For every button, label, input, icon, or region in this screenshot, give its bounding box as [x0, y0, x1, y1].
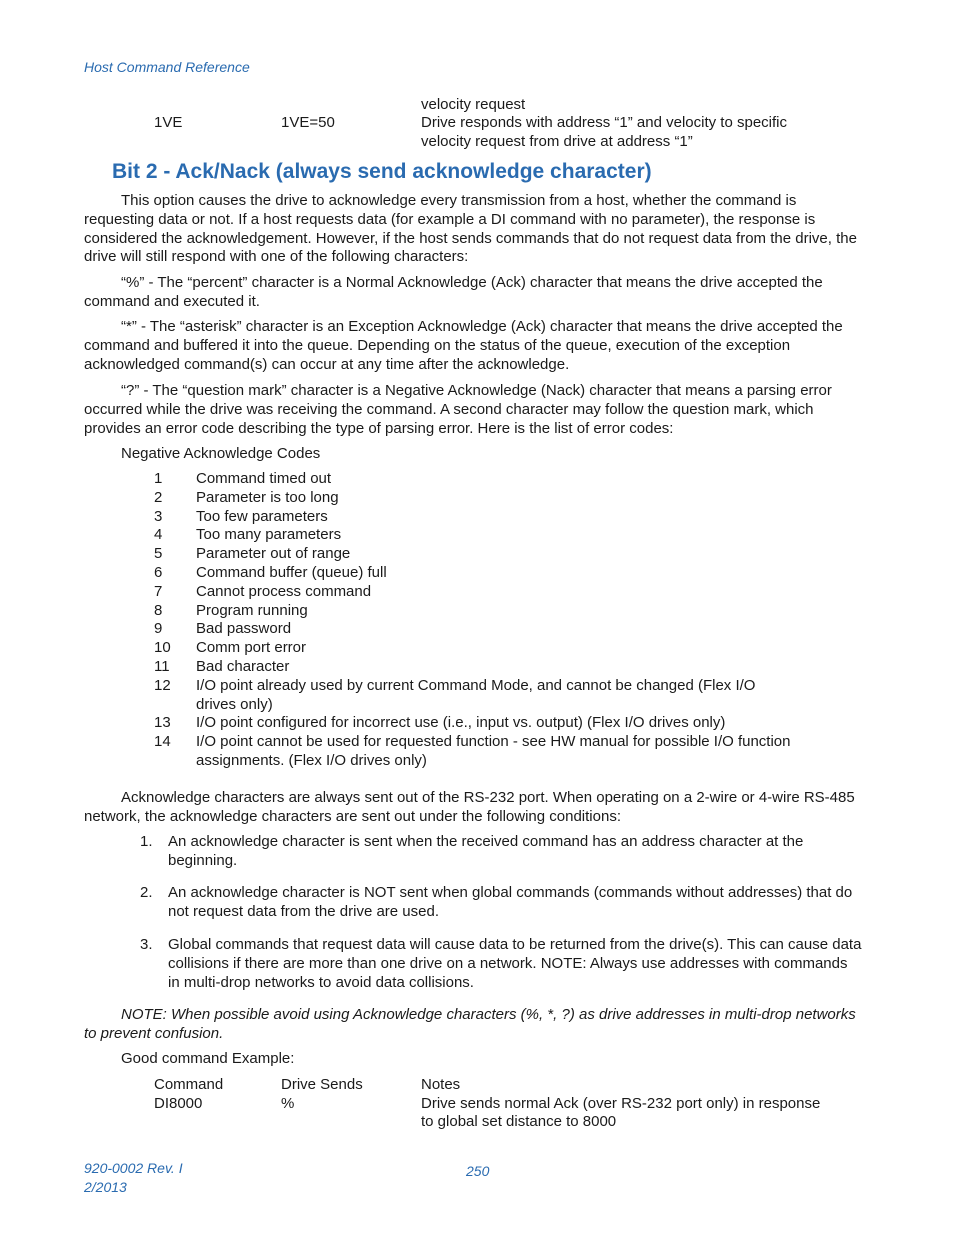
ack-rs232-paragraph: Acknowledge characters are always sent out of the RS-232 port. When operating on a 2-wire or 4-wire RS-485 network, the acknowledge characters are sent out under the following conditions:	[84, 789, 855, 825]
table-cell-drive-sends: 1VE=50	[281, 114, 335, 131]
nack-code-description: Cannot process command	[196, 582, 372, 600]
condition-text: Global commands that request data will cause data to be returned from the drive(s). This can cause data collisions if there are more than one drive on a network. NOTE: Always use addresses with commands in multi-drop networks to avoid data collisions.	[168, 936, 862, 991]
nack-code-description: Bad character	[196, 658, 290, 675]
footer-doc-number: 920-0002 Rev. I	[84, 1160, 183, 1176]
example-cell-notes: Drive sends normal Ack (over RS-232 port only) in response	[421, 1095, 821, 1112]
nack-code-number: 11	[154, 658, 170, 675]
nack-code-description: Too few parameters	[196, 507, 328, 525]
condition-number: 2.	[140, 884, 153, 901]
example-cell-command: DI8000	[154, 1095, 203, 1112]
nack-code-number: 5	[154, 545, 163, 563]
example-header-command: Command	[154, 1076, 224, 1093]
condition-number: 3.	[140, 936, 153, 953]
nack-codes-title: Negative Acknowledge Codes	[121, 445, 321, 462]
example-header-drive-sends: Drive Sends	[281, 1076, 363, 1093]
nack-code-description: Parameter out of range	[196, 545, 351, 563]
nack-code-number: 6	[154, 564, 163, 581]
nack-code-description: Too many parameters	[196, 526, 342, 544]
nack-code-number: 14	[154, 733, 171, 751]
example-header-notes: Notes	[421, 1076, 461, 1093]
nack-code-number: 4	[154, 526, 163, 544]
nack-code-number: 13	[154, 714, 171, 732]
nack-code-description: I/O point configured for incorrect use (i.e., input vs. output) (Flex I/O drives only)	[196, 714, 726, 732]
nack-code-number: 9	[154, 620, 163, 638]
condition-text: An acknowledge character is sent when the received command has an address character at the beginning.	[168, 833, 804, 869]
nack-code-number: 7	[154, 582, 163, 600]
nack-code-number: 12	[154, 676, 171, 694]
nack-code-description: Comm port error	[196, 639, 307, 657]
condition-number: 1.	[140, 833, 153, 850]
table-cell-command: 1VE	[154, 114, 183, 131]
footer-date: 2/2013	[84, 1179, 127, 1195]
running-header: Host Command Reference	[84, 59, 250, 75]
nack-code-number: 3	[154, 507, 163, 525]
nack-code-description: Parameter is too long	[196, 488, 339, 506]
table-cell-notes-cont: velocity request from drive at address “1”	[421, 133, 693, 150]
nack-code-description: Command timed out	[196, 470, 332, 487]
intro-paragraph: This option causes the drive to acknowledge every transmission from a host, whether the command is requesting data or not. If a host requests data (for example a DI command with no parameter), the response is considered the acknowledgement. However, if the host sends commands that do not request data from the drive, the drive will still respond with one of the following characters:	[84, 192, 857, 266]
nack-code-description-cont: assignments. (Flex I/O drives only)	[196, 752, 427, 769]
table-cell-notes: Drive responds with address “1” and velocity to specific	[421, 114, 787, 131]
note-paragraph: NOTE: When possible avoid using Acknowledge characters (%, *, ?) as drive addresses in multi-drop networks to prevent confusion.	[84, 1006, 856, 1042]
table-note-continuation: velocity request	[421, 96, 526, 113]
condition-text: An acknowledge character is NOT sent when global commands (commands without addresses) that do not request data from the drive are used.	[168, 884, 853, 920]
asterisk-paragraph: “*” - The “asterisk” character is an Exception Acknowledge (Ack) character that means the drive accepted the command and buffered it into the queue. Depending on the status of the queue, execution of the exception acknowledged command(s) can occur at any time after the acknowledge.	[84, 318, 843, 373]
example-cell-drive-sends: %	[281, 1095, 295, 1112]
nack-code-description: I/O point cannot be used for requested function - see HW manual for possible I/O function	[196, 733, 791, 751]
nack-code-description: Program running	[196, 601, 308, 619]
nack-code-description-cont: drives only)	[196, 695, 273, 713]
percent-paragraph: “%” - The “percent” character is a Normal Acknowledge (Ack) character that means the drive accepted the command and executed it.	[84, 274, 823, 310]
example-title: Good command Example:	[121, 1050, 295, 1067]
question-paragraph: “?” - The “question mark” character is a Negative Acknowledge (Nack) character that means a parsing error occurred while the drive was receiving the command. A second character may follow the question mark, which provides an error code describing the type of parsing error. Here is the list of error codes:	[84, 382, 832, 437]
nack-code-number: 2	[154, 488, 163, 506]
nack-code-number: 8	[154, 601, 163, 619]
footer-page-number: 250	[466, 1163, 490, 1179]
nack-code-description: Command buffer (queue) full	[196, 564, 387, 581]
nack-code-description: Bad password	[196, 620, 292, 638]
section-heading: Bit 2 - Ack/Nack (always send acknowledge character)	[112, 160, 652, 183]
nack-code-number: 1	[154, 470, 163, 487]
nack-code-number: 10	[154, 639, 171, 657]
example-cell-notes-cont: to global set distance to 8000	[421, 1113, 617, 1130]
nack-code-description: I/O point already used by current Command Mode, and cannot be changed (Flex I/O	[196, 676, 756, 694]
